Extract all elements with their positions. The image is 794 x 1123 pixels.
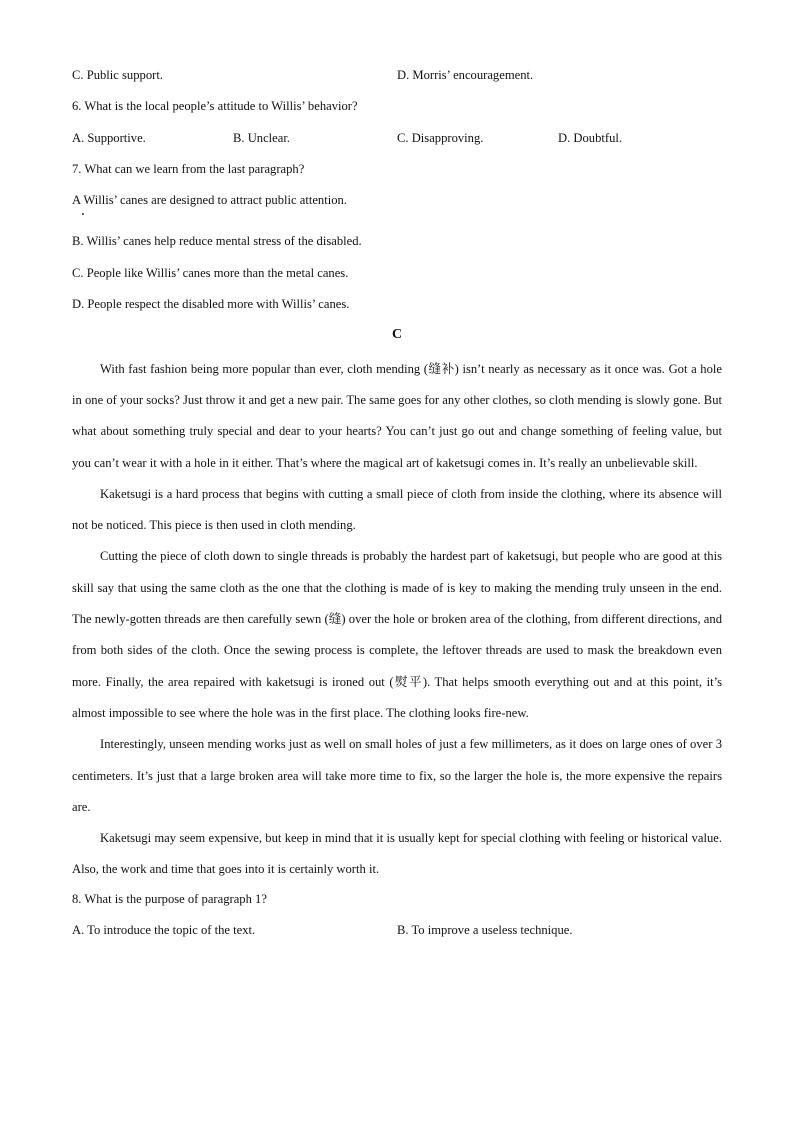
- q7-question: 7. What can we learn from the last paragraph?: [72, 161, 305, 176]
- q5-option-c: C. Public support.: [72, 68, 163, 82]
- q8-option-b: B. To improve a useless technique.: [397, 923, 573, 938]
- q7-option-a: A Willis’ canes are designed to attract public attention.: [72, 193, 347, 208]
- passage-paragraph-3: Cutting the piece of cloth down to single threads is probably the hardest part of kaketsugi, but people who are good at this skill say that using the same cloth as the one that the clothing is made of is key to making the mending truly unseen in the end. The newly-gotten threads are then carefully sewn (缝) over the hole or broken area of the clothing, from different directions, and from both sides of the cloth. Once the sewing process is complete, the leftover threads are used to mask the breakdown even more. Finally, the area repaired with kaketsugi is ironed out (熨平). That helps smooth everything out and at this point, it’s almost impossible to see where the hole was in the first place. The clothing looks fire-new.: [72, 549, 722, 720]
- q7-option-c: C. People like Willis’ canes more than the metal canes.: [72, 265, 349, 280]
- passage-paragraph-5: Kaketsugi may seem expensive, but keep in mind that it is usually kept for special clothing with feeling or historical value. Also, the work and time that goes into it is certainly worth it.: [72, 831, 722, 877]
- q8-options-row: [72, 917, 722, 948]
- q8-option-a: A. To introduce the topic of the text.: [72, 923, 256, 938]
- q6-options-row: [72, 125, 722, 156]
- q5-option-d: D. Morris’ encouragement.: [397, 68, 534, 82]
- section-title: C: [391, 327, 403, 343]
- q6-option-d: D. Doubtful.: [558, 130, 623, 145]
- stray-dot-mark: [82, 213, 84, 215]
- q6-option-b: B. Unclear.: [233, 130, 291, 145]
- passage-paragraph-4: Interestingly, unseen mending works just as well on small holes of just a few millimeters, as it does on large ones of over 3 centimeters. It’s just that a large broken area will take more time to fix, so the larger the hole is, the more expensive the repairs are.: [72, 737, 722, 814]
- q6-question: 6. What is the local people’s attitude to Willis’ behavior?: [72, 99, 358, 114]
- q8-question: 8. What is the purpose of paragraph 1?: [72, 891, 267, 906]
- document-page: [72, 62, 722, 948]
- q7-option-a-row: [72, 187, 722, 218]
- passage-paragraph-1: With fast fashion being more popular than ever, cloth mending (缝补) isn’t nearly as necessary as it once was. Got a hole in one of your socks? Just throw it and get a new pair. The same goes for any other clothes, so cloth mending is slowly gone. But what about something truly special and dear to your hearts? You can’t just go out and change something of feeling value, but you can’t wear it with a hole in it either. That’s where the magical art of kaketsugi comes in. It’s really an unbelievable skill.: [72, 361, 722, 470]
- q7-option-b: B. Willis’ canes help reduce mental stress of the disabled.: [72, 234, 362, 249]
- q5-options-row: [72, 62, 722, 93]
- passage-paragraph-2: Kaketsugi is a hard process that begins with cutting a small piece of cloth from inside the clothing, where its absence will not be noticed. This piece is then used in cloth mending.: [72, 486, 722, 533]
- q6-option-c: C. Disapproving.: [397, 130, 484, 145]
- q6-option-a: A. Supportive.: [72, 130, 146, 145]
- q7-option-d: D. People respect the disabled more with Willis’ canes.: [72, 297, 350, 312]
